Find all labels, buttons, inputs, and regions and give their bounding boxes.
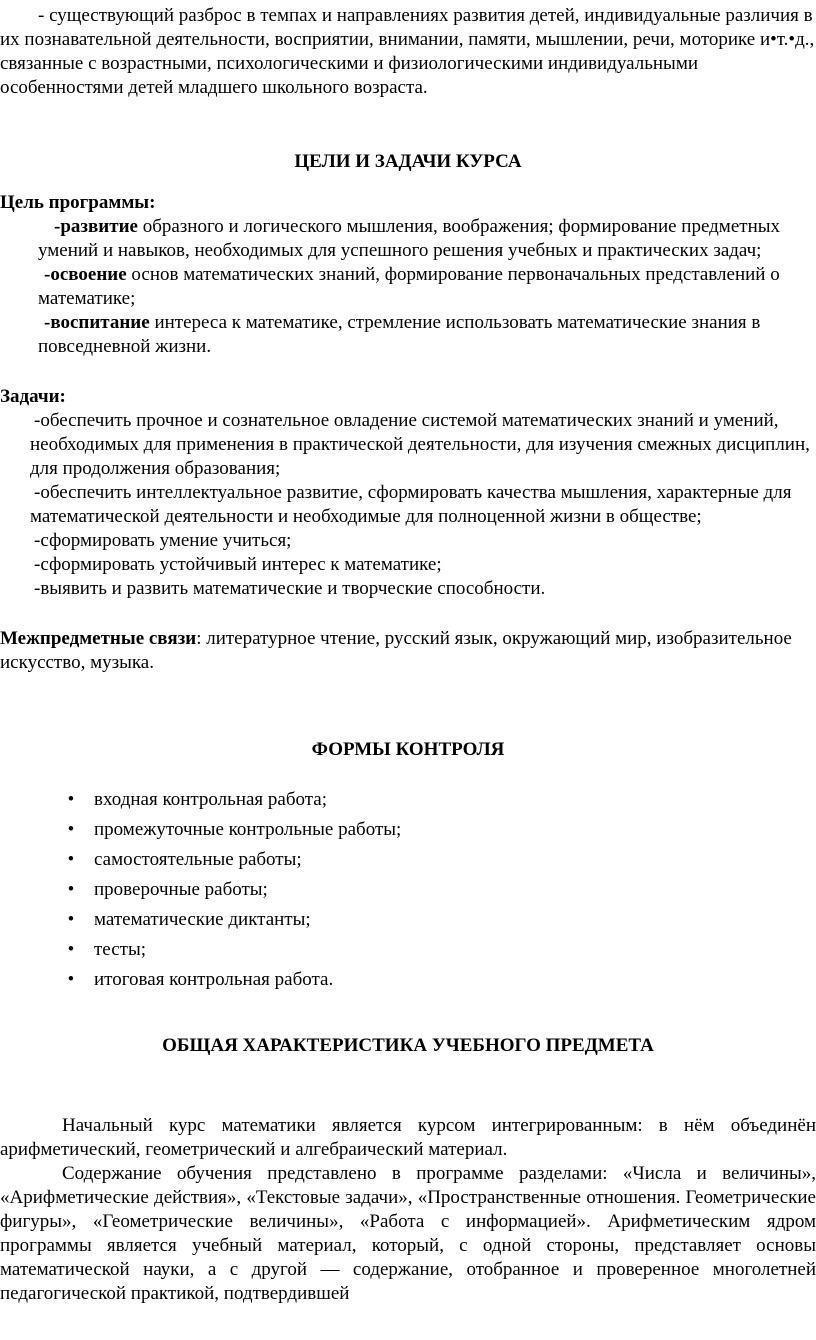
list-item <box>0 908 816 932</box>
task-text: -обеспечить прочное и сознательное овладение системой математических знаний и умений, необходимых для применения в практической деятельности, для изучения смежных дисциплин, для продолжения образования; <box>30 410 810 479</box>
task-text: -выявить и развить математические и творческие способности. <box>34 578 546 599</box>
list-item-text: проверочные работы; <box>94 879 268 900</box>
goal-keyword: -освоение <box>44 264 127 285</box>
bullet-icon: • <box>67 789 75 810</box>
list-item-text: тесты; <box>94 939 146 960</box>
interdisciplinary-connections <box>0 627 816 675</box>
task-item <box>0 529 816 553</box>
goals-heading: ЦЕЛИ И ЗАДАЧИ КУРСА <box>294 151 522 172</box>
bullet-icon: • <box>67 939 75 960</box>
goal-keyword: -воспитание <box>44 312 150 333</box>
characteristic-paragraph: Начальный курс математики является курсом интегрированным: в нём объединён арифметический, геометрический и алгебраический материал. <box>0 1115 816 1160</box>
list-item <box>0 848 816 872</box>
list-item-text: математические диктанты; <box>94 909 311 930</box>
task-item <box>0 553 816 577</box>
task-item <box>0 409 816 481</box>
bullet-icon: • <box>67 909 75 930</box>
goal-item-mastering <box>0 263 816 311</box>
task-item <box>0 481 816 529</box>
goal-text: образного и логического мышления, воображения; формирование предметных умений и навыков, необходимых для успешного решения учебных и практических задач; <box>38 216 781 261</box>
list-item <box>0 878 816 902</box>
bullet-icon: • <box>67 819 75 840</box>
controls-heading: ФОРМЫ КОНТРОЛЯ <box>311 739 505 760</box>
bullet-icon: • <box>67 879 75 900</box>
task-text: -сформировать устойчивый интерес к математике; <box>34 554 442 575</box>
characteristic-heading: ОБЩАЯ ХАРАКТЕРИСТИКА УЧЕБНОГО ПРЕДМЕТА <box>162 1035 654 1056</box>
list-item <box>0 788 816 812</box>
goal-text: основ математических знаний, формирование первоначальных представлений о математике; <box>38 264 780 309</box>
list-item-text: входная контрольная работа; <box>94 789 328 810</box>
goal-text: интереса к математике, стремление использовать математические знания в повседневной жизни. <box>38 312 761 357</box>
goal-item-development <box>0 215 816 263</box>
list-item <box>0 968 816 992</box>
list-item <box>0 818 816 842</box>
task-item <box>0 577 816 601</box>
goal-keyword: -развитие <box>54 216 138 237</box>
characteristic-body <box>0 1114 816 1306</box>
characteristic-paragraph: Содержание обучения представлено в программе разделами: «Числа и величины», «Арифметические действия», «Текстовые задачи», «Пространственные отношения. Геометрические фигуры», «Геометрические величины», «Работа с информацией». Арифметическим ядром программы является учебный материал, который, с одной стороны, представляет основы математической науки, а с другой — содержание, отобранное и проверенное многолетней педагогической практикой, подтвердившей <box>0 1163 816 1304</box>
task-text: -обеспечить интеллектуальное развитие, сформировать качества мышления, характерные для математической деятельности и необходимые для полноценной жизни в обществе; <box>30 482 792 527</box>
bullet-icon: • <box>67 969 75 990</box>
goal-item-upbringing <box>0 311 816 359</box>
goal-label: Цель программы: <box>0 192 156 213</box>
connections-text: : литературное чтение, русский язык, окружающий мир, изобразительное искусство, музыка. <box>0 628 792 673</box>
connections-label: Межпредметные связи <box>0 628 197 649</box>
bullet-icon: • <box>67 849 75 870</box>
list-item-text: самостоятельные работы; <box>94 849 302 870</box>
intro-paragraph: - существующий разброс в темпах и направлениях развития детей, индивидуальные различия в их познавательной деятельности, восприятии, внимании, памяти, мышлении, речи, моторике и•т.•д., связанные с возрастными, психологическими и физиологическими индивидуальными особенностями детей младшего школьного возраста. <box>0 5 815 98</box>
list-item-text: промежуточные контрольные работы; <box>94 819 402 840</box>
task-text: -сформировать умение учиться; <box>34 530 292 551</box>
list-item <box>0 938 816 962</box>
controls-list <box>0 788 816 992</box>
list-item-text: итоговая контрольная работа. <box>94 969 334 990</box>
tasks-label: Задачи: <box>0 386 66 407</box>
